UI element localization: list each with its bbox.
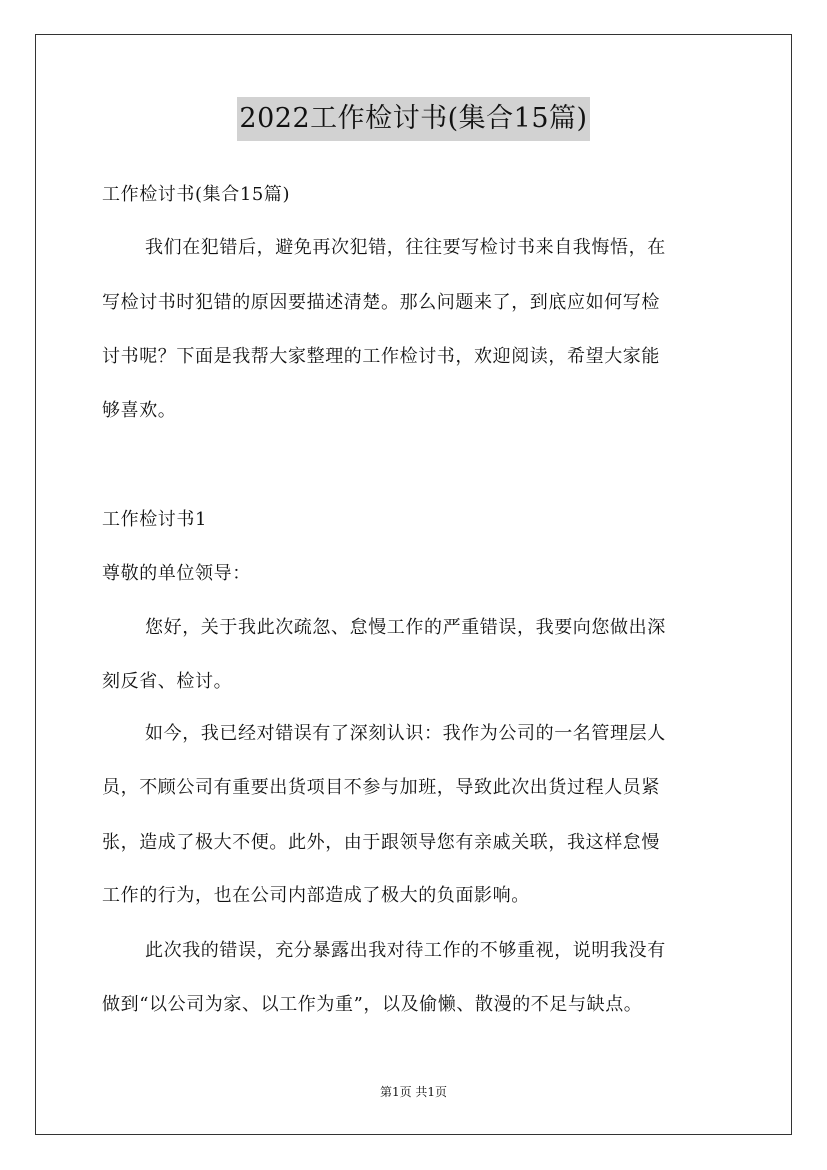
salutation: 尊敬的单位领导：: [102, 563, 251, 584]
section-heading: 工作检讨书1: [102, 509, 208, 530]
paragraph2-line: 员，不顾公司有重要出货项目不参与加班，导致此次出货过程人员紧: [102, 777, 660, 798]
paragraph1-line: 您好，关于我此次疏忽、怠慢工作的严重错误，我要向您做出深: [145, 617, 666, 638]
paragraph2-line: 张，造成了极大不便。此外，由于跟领导您有亲戚关联，我这样怠慢: [102, 832, 660, 853]
paragraph2-line: 工作的行为，也在公司内部造成了极大的负面影响。: [102, 885, 530, 906]
document-title: 2022工作检讨书(集合15篇): [237, 97, 589, 141]
paragraph3-line: 此次我的错误，充分暴露出我对待工作的不够重视，说明我没有: [145, 940, 666, 961]
page-footer: 第1页 共1页: [379, 1085, 448, 1099]
paragraph1-line: 刻反省、检讨。: [102, 671, 233, 692]
intro-line: 写检讨书时犯错的原因要描述清楚。那么问题来了，到底应如何写检: [102, 292, 660, 313]
document-subtitle: 工作检讨书(集合15篇): [102, 184, 291, 205]
intro-line: 够喜欢。: [102, 400, 177, 421]
paragraph3-line: 做到“以公司为家、以工作为重”，以及偷懒、散漫的不足与缺点。: [102, 994, 643, 1015]
paragraph2-line: 如今，我已经对错误有了深刻认识：我作为公司的一名管理层人: [145, 723, 666, 744]
intro-line: 我们在犯错后，避免再次犯错，往往要写检讨书来自我悔悟，在: [145, 237, 666, 258]
title-container: [0, 97, 827, 141]
intro-line: 讨书呢？下面是我帮大家整理的工作检讨书，欢迎阅读，希望大家能: [102, 346, 660, 367]
